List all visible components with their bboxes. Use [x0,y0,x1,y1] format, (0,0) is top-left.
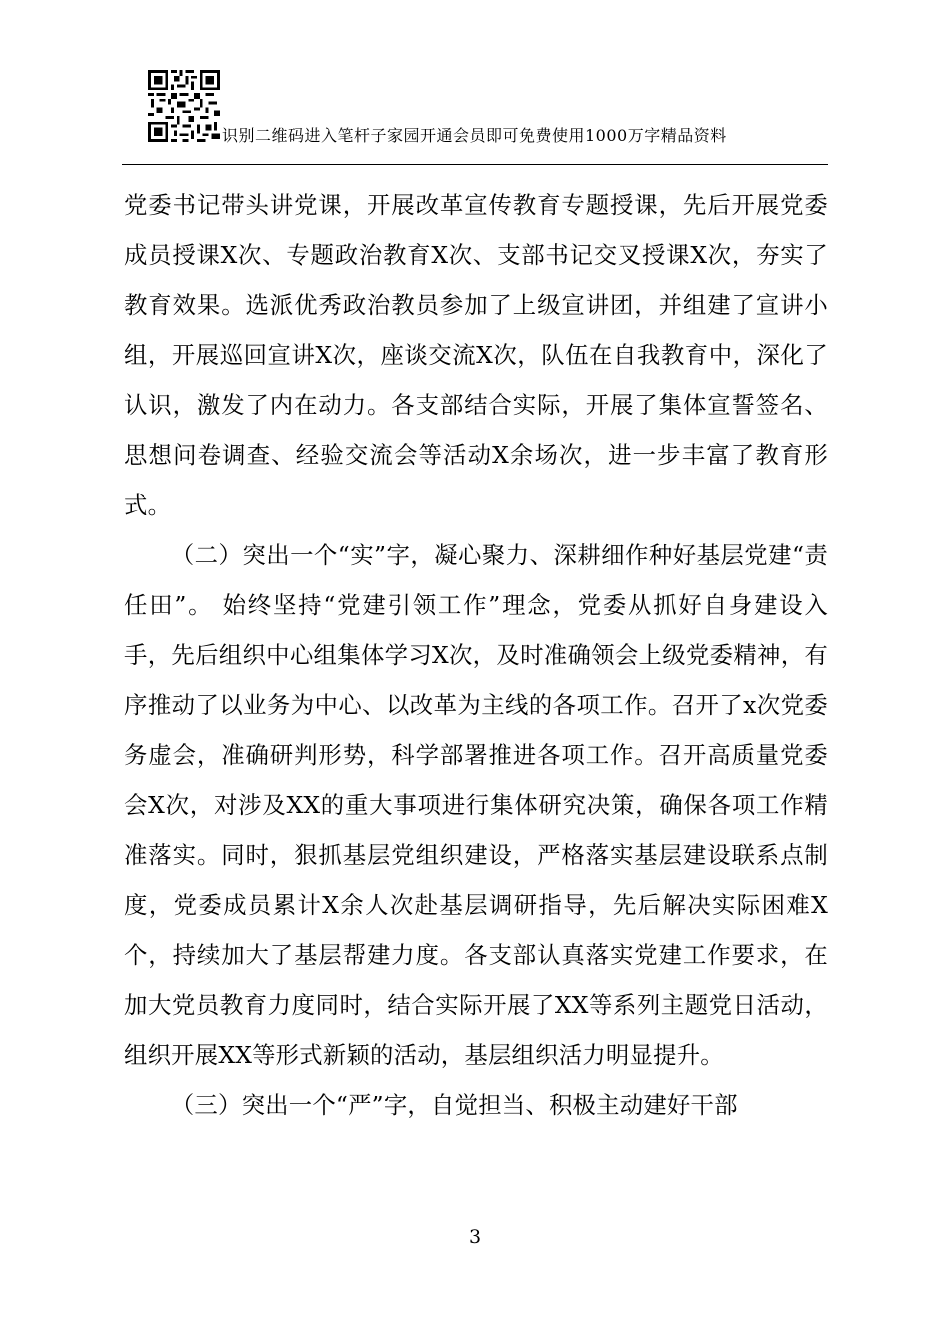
qr-code-icon [148,70,220,142]
document-body [124,180,828,1130]
header-notice: 识别二维码进入笔杆子家园开通会员即可免费使用1000万字精品资料 [222,126,727,145]
page-number: 3 [468,1226,482,1248]
paragraph-continuation: 党委书记带头讲党课，开展改革宣传教育专题授课，先后开展党委成员授课X次、专题政治教育X次、支部书记交叉授课X次，夯实了教育效果。选派优秀政治教员参加了上级宣讲团，并组建了宣讲小组，开展巡回宣讲X次，座谈交流X次，队伍在自我教育中，深化了认识，激发了内在动力。各支部结合实际，开展了集体宣誓签名、思想问卷调查、经验交流会等活动X余场次，进一步丰富了教育形式。 [124,191,828,519]
paragraph-section-three: （三）突出一个“严”字，自觉担当、积极主动建好干部 [170,1091,738,1119]
header-divider [122,164,828,165]
paragraph-section-two: （二）突出一个“实”字，凝心聚力、深耕细作种好基层党建“责任田”。 始终坚持“党建引领工作”理念，党委从抓好自身建设入手，先后组织中心组集体学习X次，及时准确领会上级党委精神，有序推动了以业务为中心、以改革为主线的各项工作。召开了x次党委务虚会，准确研判形势，科学部署推进各项工作。召开高质量党委会X次，对涉及XX的重大事项进行集体研究决策，确保各项工作精准落实。同时，狠抓基层党组织建设，严格落实基层建设联系点制度，党委成员累计X余人次赴基层调研指导，先后解决实际困难X个，持续加大了基层帮建力度。各支部认真落实党建工作要求，在加大党员教育力度同时，结合实际开展了XX等系列主题党日活动，组织开展XX等形式新颖的活动，基层组织活力明显提升。 [124,541,828,1069]
